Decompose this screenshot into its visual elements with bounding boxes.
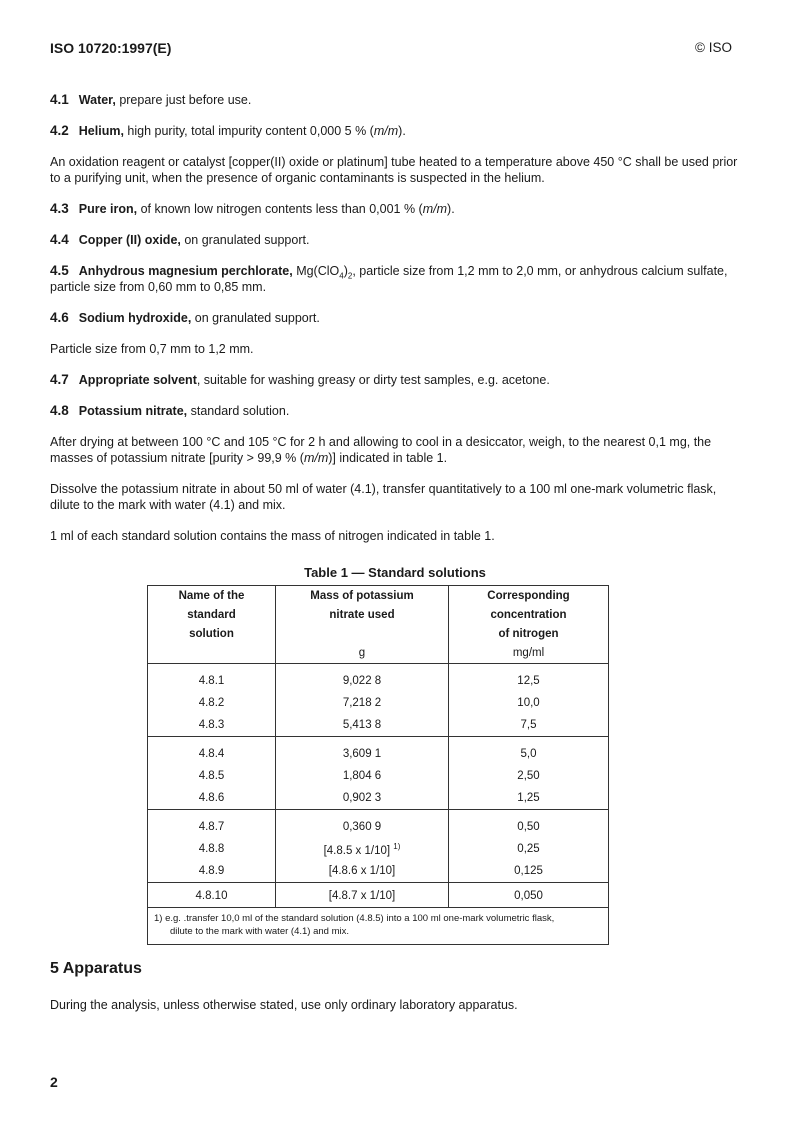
table-title: Table 1 — Standard solutions (304, 565, 486, 580)
header-line: Name of the (178, 590, 245, 602)
footnote-ref: 1) (393, 842, 401, 852)
table-footnote-row (148, 908, 609, 945)
clause-text: , suitable for washing greasy or dirty test samples, e.g. acetone. (196, 373, 550, 387)
cell-mass: 1,804 6 (276, 765, 449, 787)
table-row (148, 692, 609, 714)
clause-number: 4.1 (50, 92, 69, 107)
header-line: Mass of potassium (310, 590, 414, 602)
header-line: of nitrogen (498, 628, 559, 640)
cell-mass: 7,218 2 (276, 692, 449, 714)
cell-solution: 4.8.1 (148, 664, 276, 693)
cell-solution: 4.8.2 (148, 692, 276, 714)
clause-4-6 (50, 310, 740, 326)
clause-4-5 (50, 263, 740, 295)
section-title-apparatus: 5 Apparatus (50, 960, 142, 977)
cell-solution: 4.8.8 (148, 838, 276, 860)
clause-text: on granulated support. (191, 311, 320, 325)
cell-solution: 4.8.3 (148, 714, 276, 737)
header-line: concentration (490, 609, 567, 621)
clause-number: 4.7 (50, 372, 69, 387)
table-row (148, 860, 609, 883)
page-number: 2 (50, 1074, 58, 1090)
table-header-row (148, 586, 609, 664)
clause-number: 4.5 (50, 263, 69, 278)
cell-concentration: 0,050 (449, 883, 609, 908)
cell-mass: 0,902 3 (276, 787, 449, 810)
paragraph-dissolve: Dissolve the potassium nitrate in about 50 ml of water (4.1), transfer quantitatively to a 100 ml one-mark volumetric flask, dilute to the mark with water (4.1) and mix. (50, 482, 717, 512)
clause-text: on granulated support. (180, 233, 310, 247)
clause-number: 4.3 (50, 201, 69, 216)
table-footnote (148, 908, 609, 945)
cell-mass: 3,609 1 (276, 737, 449, 766)
header-unit: mg/ml (512, 647, 545, 659)
cell-mass: 5,413 8 (276, 714, 449, 737)
header-solution-name (148, 586, 276, 664)
cell-solution: 4.8.10 (148, 883, 276, 908)
clause-tail: ). (447, 202, 455, 216)
document-body (50, 92, 740, 1028)
paragraph-text: )] indicated in table 1. (328, 451, 448, 465)
paragraph-apparatus: During the analysis, unless otherwise stated, use only ordinary laboratory apparatus. (50, 998, 518, 1012)
clause-number: 4.8 (50, 403, 69, 418)
header-line: nitrate used (329, 609, 395, 621)
clause-text: Mg(ClO (292, 264, 340, 278)
clause-4-8 (50, 403, 740, 419)
cell-concentration: 12,5 (449, 664, 609, 693)
cell-mass: 0,360 9 (276, 810, 449, 839)
header-line: Corresponding (487, 590, 570, 602)
clause-4-3 (50, 201, 740, 217)
cell-solution: 4.8.7 (148, 810, 276, 839)
clause-term: Anhydrous magnesium perchlorate, (78, 264, 293, 278)
footnote-line: 1) e.g. .transfer 10,0 ml of the standard solution (4.8.5) into a 100 ml one-mark volumetric flask, (154, 913, 555, 924)
cell-solution: 4.8.5 (148, 765, 276, 787)
clause-tail: ). (398, 124, 406, 138)
table-row (148, 838, 609, 860)
clause-text: standard solution. (187, 404, 290, 418)
clause-italic: m/m (422, 202, 448, 216)
cell-concentration: 10,0 (449, 692, 609, 714)
clause-text: prepare just before use. (115, 93, 252, 107)
paragraph-text: After drying at between 100 °C and 105 °C for 2 h and allowing to cool in a desiccator, weigh, to the nearest 0,1 mg, the masses of potassium nitrate [purity > 99,9 % ( (50, 435, 712, 465)
clause-term: Pure iron, (78, 202, 138, 216)
paragraph-nitrogen-mass: 1 ml of each standard solution contains the mass of nitrogen indicated in table 1. (50, 529, 495, 543)
cell-concentration: 1,25 (449, 787, 609, 810)
clause-italic: m/m (373, 124, 399, 138)
cell-mass: [4.8.7 x 1/10] (276, 883, 449, 908)
cell-concentration: 0,25 (449, 838, 609, 860)
clause-term: Appropriate solvent (78, 373, 197, 387)
table-row (148, 810, 609, 839)
cell-concentration: 7,5 (449, 714, 609, 737)
cell-concentration: 2,50 (449, 765, 609, 787)
clause-term: Sodium hydroxide, (78, 311, 192, 325)
paragraph-italic: m/m (303, 451, 329, 465)
clause-text: ) (343, 264, 348, 278)
clause-number: 4.6 (50, 310, 69, 325)
document-id: ISO 10720:1997(E) (50, 40, 172, 56)
cell-mass (276, 838, 449, 860)
table-row (148, 664, 609, 693)
table-row (148, 737, 609, 766)
copyright-mark: © ISO (695, 40, 732, 55)
clause-term: Copper (II) oxide, (78, 233, 181, 247)
table-row (148, 787, 609, 810)
clause-4-1 (50, 92, 740, 108)
subscript: 2 (347, 271, 353, 281)
standard-solutions-table (147, 585, 609, 945)
cell-concentration: 0,50 (449, 810, 609, 839)
clause-term: Water, (78, 93, 116, 107)
cell-concentration: 5,0 (449, 737, 609, 766)
clause-number: 4.4 (50, 232, 69, 247)
header-line: solution (189, 628, 234, 640)
clause-text: high purity, total impurity content 0,000 5 % ( (123, 124, 374, 138)
header-line: standard (187, 609, 236, 621)
header-potassium-mass (276, 586, 449, 664)
clause-4-2 (50, 123, 740, 139)
cell-solution: 4.8.4 (148, 737, 276, 766)
header-nitrogen-concentration (449, 586, 609, 664)
cell-mass-text: [4.8.5 x 1/10] (323, 844, 391, 857)
clause-term: Helium, (78, 124, 124, 138)
table-row (148, 883, 609, 908)
cell-solution: 4.8.9 (148, 860, 276, 883)
table-row (148, 714, 609, 737)
cell-mass: [4.8.6 x 1/10] (276, 860, 449, 883)
clause-term: Potassium nitrate, (78, 404, 188, 418)
paragraph-particle-size: Particle size from 0,7 mm to 1,2 mm. (50, 342, 254, 356)
clause-tail: , particle size from 1,2 mm to 2,0 mm, or anhydrous calcium sulfate, particle size from 0,60 mm to 0,85 mm. (50, 264, 728, 294)
clause-4-7 (50, 372, 740, 388)
clause-text: of known low nitrogen contents less than 0,001 % ( (137, 202, 423, 216)
clause-4-4 (50, 232, 740, 248)
header-unit: g (358, 647, 366, 659)
paragraph-drying (50, 434, 740, 466)
subscript: 4 (339, 271, 344, 281)
footnote-line: dilute to the mark with water (4.1) and mix. (170, 926, 349, 937)
paragraph-oxidation: An oxidation reagent or catalyst [copper(II) oxide or platinum] tube heated to a temperature above 450 °C shall be used prior to a purifying unit, when the presence of organic contaminants is suspected in the helium. (50, 155, 738, 185)
table-row (148, 765, 609, 787)
cell-mass: 9,022 8 (276, 664, 449, 693)
cell-concentration: 0,125 (449, 860, 609, 883)
cell-solution: 4.8.6 (148, 787, 276, 810)
clause-number: 4.2 (50, 123, 69, 138)
